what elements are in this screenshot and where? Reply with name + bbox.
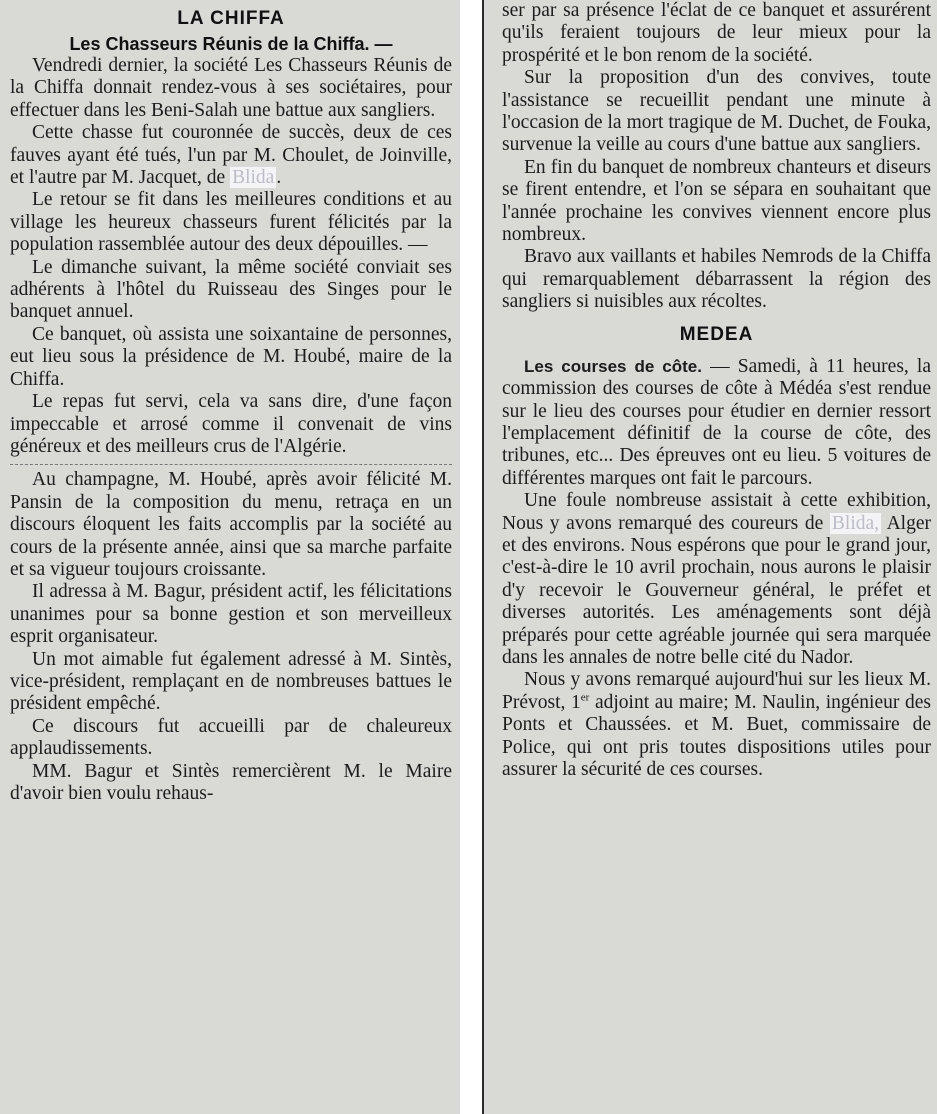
paragraph: Le dimanche suivant, la même société conviait ses adhérents à l'hôtel du Ruisseau des Singes pour le banquet annuel. (10, 256, 452, 323)
highlighted-word-blida: Blida, (831, 512, 880, 534)
text-run: Cette chasse fut couronnée de succès, deux de ces fauves ayant été tués, l'un par M. Choulet, de Joinville, et l'autre par M. Jacquet, de (10, 122, 452, 189)
paragraph: Ce banquet, où assista une soixantaine de personnes, eut lieu sous la présidence de M. Houbé, maire de la Chiffa. (10, 323, 452, 390)
paragraph: Le repas fut servi, cela va sans dire, d'une façon impeccable et arrosé comme il convenait de vins généreux et des meilleurs crus de l'Algérie. (10, 391, 452, 457)
paragraph: Vendredi dernier, la société Les Chasseurs Réunis de la Chiffa donnait rendez-vous à ses sociétaires, pour effectuer dans les Beni-Salah une battue aux sangliers. (10, 55, 452, 121)
paragraph: Au champagne, M. Houbé, après avoir félicité M. Pansin de la composition du menu, retraça en un discours éloquent les faits accomplis par la société au cours de la présente année, ainsi que sa marche parfaite et sa vigueur toujours croissante. (10, 469, 452, 580)
paragraph: MM. Bagur et Sintès remercièrent M. le Maire d'avoir bien voulu rehaus- (10, 760, 452, 804)
highlighted-word-blida: Blida (232, 167, 275, 189)
text-run: Nous y avons remarqué aujourd'hui sur les lieux M. Prévost, 1 (502, 669, 931, 713)
left-column (0, 0, 460, 1114)
section-heading-la-chiffa: LA CHIFFA (177, 8, 285, 29)
text-run: adjoint au maire; M. Naulin, ingénieur des Ponts et Chaussées. et M. Buet, commissaire de Police, qui ont pris toutes dispositions utiles pour assurer la sécurité de ces courses. (502, 691, 932, 780)
text-run: . (276, 167, 282, 189)
text-run: Une foule nombreuse assistait à cette exhibition, Nous y avons remarqué des coureurs de (502, 490, 931, 534)
paragraph (502, 490, 931, 669)
superscript: er (580, 691, 590, 704)
paragraph: Un mot aimable fut également adressé à M. Sintès, vice-président, remplaçant en de nombreuses battues le président empêché. (10, 648, 452, 715)
paragraph: Le retour se fit dans les meilleures conditions et au village les heureux chasseurs furent félicités par la population rassemblée autour des deux dépouilles. — (10, 189, 452, 256)
paragraph: En fin du banquet de nombreux chanteurs et diseurs se firent entendre, et l'on se sépara en souhaitant que l'année prochaine les convives viennent encore plus nombreux. (502, 156, 931, 246)
paragraph: Il adressa à M. Bagur, président actif, les félicitations unanimes pour sa bonne gestion et son merveilleux esprit organisateur. (10, 581, 452, 648)
section-heading-medea: MEDEA (679, 323, 754, 345)
paragraph: Bravo aux vaillants et habiles Nemrods de la Chiffa qui remarquablement débarrassent la région des sangliers si nuisibles aux récoltes. (502, 246, 931, 313)
paragraph (502, 669, 931, 781)
paragraph (10, 122, 452, 189)
article-title-courses: Les courses de côte. (524, 356, 702, 376)
paragraph (502, 356, 931, 490)
right-column (482, 0, 937, 1114)
clipping-seam (10, 460, 452, 465)
article-title-chasseurs: Les Chasseurs Réunis de la Chiffa. — (69, 34, 393, 54)
paragraph: Sur la proposition d'un des convives, toute l'assistance se recueillit pendant une minute à l'occasion de la mort tragique de M. Duchet, de Fouka, survenue la veille au cours d'une battue aux sangliers. (502, 67, 931, 156)
paragraph: ser par sa présence l'éclat de ce banquet et assurérent qu'ils feraient toujours de leur mieux pour la prospérité et le bon renom de la société. (502, 0, 931, 66)
text-run: — Samedi, à 11 heures, la commission des courses de côte à Médéa s'est rendue sur le lieu des courses pour étudier en dernier ressort l'emplacement définitif de la course de côte, des tribunes, etc... Des épreuves ont eu lieu. 5 voitures de différentes marques ont fait le parcours. (502, 355, 932, 489)
column-gutter (460, 0, 482, 1114)
text-run: Alger et des environs. Nous espérons que pour le grand jour, c'est-à-dire le 10 avril prochain, nous aurons le plaisir d'y recevoir le Gouverneur général, le préfet et diverses autorités. Les aménagements sont déjà préparés pour cette agréable journée qui sera marquée dans les annales de notre belle cité du Nador. (502, 512, 931, 668)
paragraph: Ce discours fut accueilli par de chaleureux applaudissements. (10, 715, 452, 760)
